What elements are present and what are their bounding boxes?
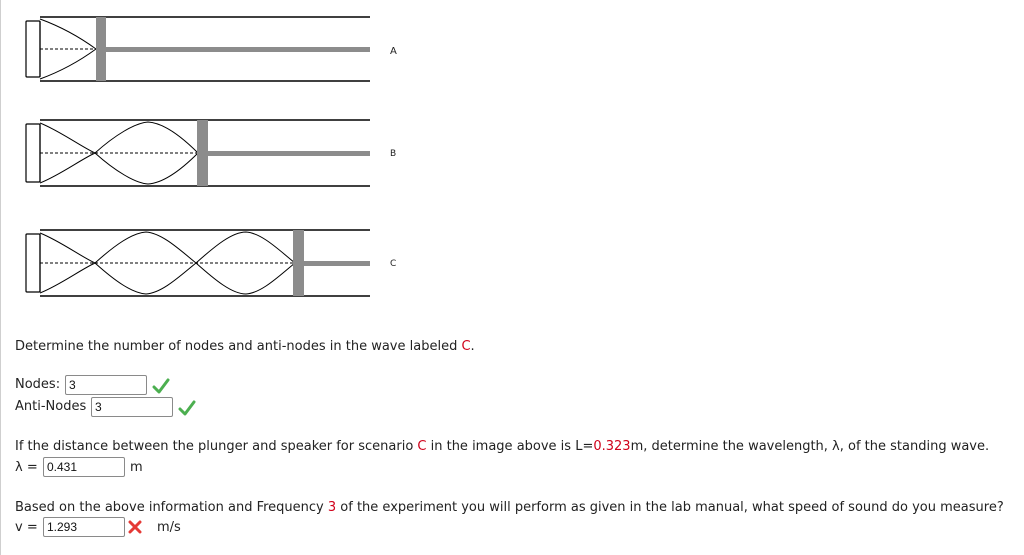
speed-input[interactable] [43, 517, 125, 537]
speed-unit: m/s [157, 520, 181, 535]
nodes-label: Nodes: [15, 377, 61, 392]
nodes-input[interactable] [65, 375, 147, 395]
tube-a [26, 17, 397, 81]
question-2-prompt: If the distance between the plunger and speaker for scenario C in the image above is L=0.323m, determine the wavelength, λ, of the standing wave. [15, 439, 990, 454]
speaker-b [26, 124, 40, 182]
speed-label: v = [15, 520, 38, 535]
antinodes-correct-checkmark-icon [178, 400, 196, 416]
wave-b-upper [40, 122, 198, 183]
plunger-head-a [96, 17, 106, 81]
speaker-c [26, 234, 40, 292]
question-1-prompt: Determine the number of nodes and anti-nodes in the wave labeled C. [15, 339, 475, 354]
wavelength-input[interactable] [43, 457, 125, 477]
wave-b-lower [40, 123, 198, 184]
speaker-a [26, 21, 40, 77]
wavelength-unit: m [130, 460, 143, 475]
plunger-rod-a [106, 47, 370, 52]
plunger-rod-c [304, 261, 370, 266]
antinodes-label: Anti-Nodes [15, 399, 87, 414]
nodes-correct-checkmark-icon [152, 378, 170, 394]
wavelength-label: λ = [15, 460, 38, 475]
plunger-head-b [197, 120, 208, 186]
resonance-tube-diagram [0, 0, 420, 310]
tube-b [26, 120, 396, 186]
tube-label-b: B [390, 149, 397, 159]
tube-label-c: C [390, 259, 397, 269]
plunger-rod-b [208, 151, 370, 156]
speed-incorrect-x-icon [128, 520, 142, 534]
question-3-prompt: Based on the above information and Frequency 3 of the experiment you will perform as given in the lab manual, what speed of sound do you measure? [15, 500, 1004, 515]
plunger-head-c [293, 230, 304, 296]
antinodes-input[interactable] [91, 397, 173, 417]
tube-c [26, 230, 396, 296]
tube-label-a: A [390, 46, 397, 57]
